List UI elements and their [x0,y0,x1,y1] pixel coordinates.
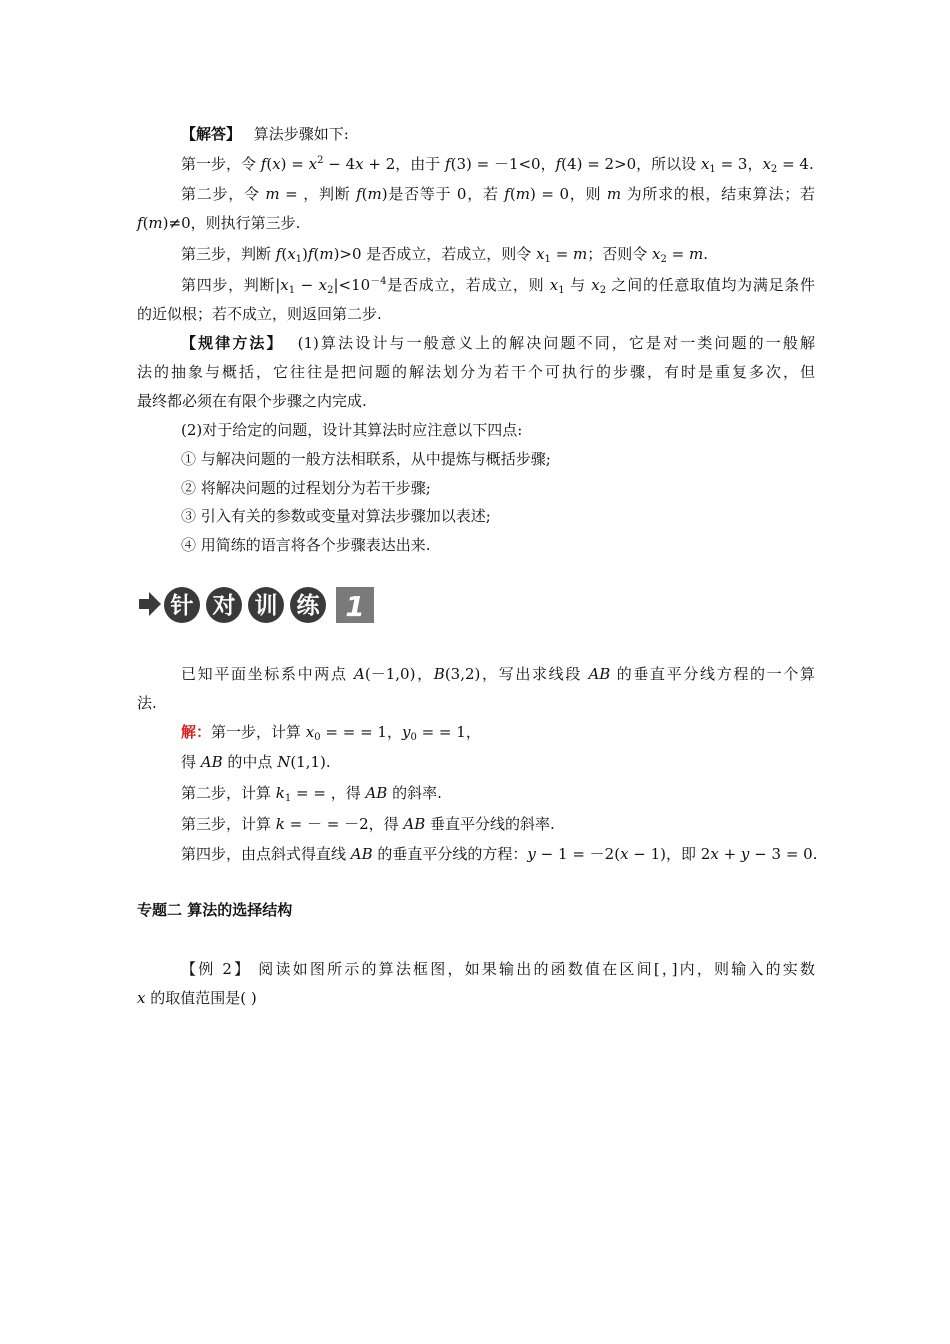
example-2-line-1: 【例 2】 阅读如图所示的算法框图，如果输出的函数值在区间[，]内，则输入的实数 [181,960,816,978]
method-label: 【规律方法】 [181,334,284,352]
exercise-line-2: 法. [137,694,157,712]
answer-label: 解： [181,723,212,741]
solution-step-2-line-2: f(m)≠0，则执行第三步. [137,214,301,232]
banner-char-2: 对 [212,593,236,619]
solution-intro: 【解答】 算法步骤如下: [181,125,349,143]
banner-char-4: 练 [296,593,320,619]
solution-label: 【解答】 [181,125,242,143]
method-point-1: ① 与解决问题的一般方法相联系，从中提炼与概括步骤; [181,450,551,468]
exercise-solution-step-3: 第三步，计算 k = － = －2，得 AB 垂直平分线的斜率. [181,815,555,833]
exercise-solution-step-4: 第四步，由点斜式得直线 AB 的垂直平分线的方程：y − 1 = －2(x − 1)，即 2x + y − 3 = 0. [181,845,818,863]
method-p2: (2)对于给定的问题，设计其算法时应注意以下四点: [181,421,523,439]
method-point-4: ④ 用简练的语言将各个步骤表达出来. [181,536,431,554]
solution-step-4-line-2: 的近似根；若不成立，则返回第二步. [137,305,382,323]
banner-char-3: 训 [254,593,278,619]
solution-step-1: 第一步，令 $f(x) = x^2 - 4x + 2$，由于 f(3) = －1<0，f(4) = 2>0，所以设 $x_1 = 3$，$x_2 = 4$. [181,155,814,175]
example-2-label: 【例 2】 [181,960,252,978]
exercise-line-1: 已知平面坐标系中两点 A(－1,0)，B(3,2)，写出求线段 AB 的垂直平分线方程的一个算 [181,665,815,683]
banner-number: 1 [345,590,365,623]
example-2-line-2: x 的取值范围是( ) [137,989,257,1007]
solution-step-3: 第三步，判断 $f(x_1)f(m)>0$ 是否成立，若成立，则令 $x_1 = m$；否则令 $x_2 = m$. [181,245,709,265]
solution-step-2-line-1: 第二步，令 m = ，判断 f(m)是否等于 0，若 f(m) = 0，则 m 为所求的根，结束算法；若 [181,185,815,203]
exercise-solution-step-1: 解：第一步，计算 $x_0$ = = = 1，$y_0$ = = 1， [181,723,481,743]
solution-step-4-line-1: 第四步，判断$|x_1 - x_2|<10^{-4}$是否成立，若成立，则 $x_1$ 与 $x_2$ 之间的任意取值均为满足条件 [181,276,815,296]
method-point-2: ② 将解决问题的过程划分为若干步骤; [181,479,431,497]
exercise-solution-midpoint: 得 AB 的中点 N(1,1). [181,753,331,771]
method-p1-line-1: 【规律方法】 (1)算法设计与一般意义上的解决问题不同，它是对一类问题的一般解 [181,334,815,352]
exercise-solution-step-2: 第二步，计算 $k_1$ = = ，得 AB 的斜率. [181,784,442,804]
training-banner [137,580,387,630]
section-heading: 专题二 算法的选择结构 [137,901,293,919]
method-point-3: ③ 引入有关的参数或变量对算法步骤加以表述; [181,507,491,525]
method-p1-line-2: 法的抽象与概括，它往往是把问题的解法划分为若干个可执行的步骤，有时是重复多次，但 [137,363,815,381]
method-p1-line-3: 最终都必须在有限个步骤之内完成. [137,392,367,410]
banner-char-1: 针 [170,593,194,619]
arrow-icon [139,592,161,616]
